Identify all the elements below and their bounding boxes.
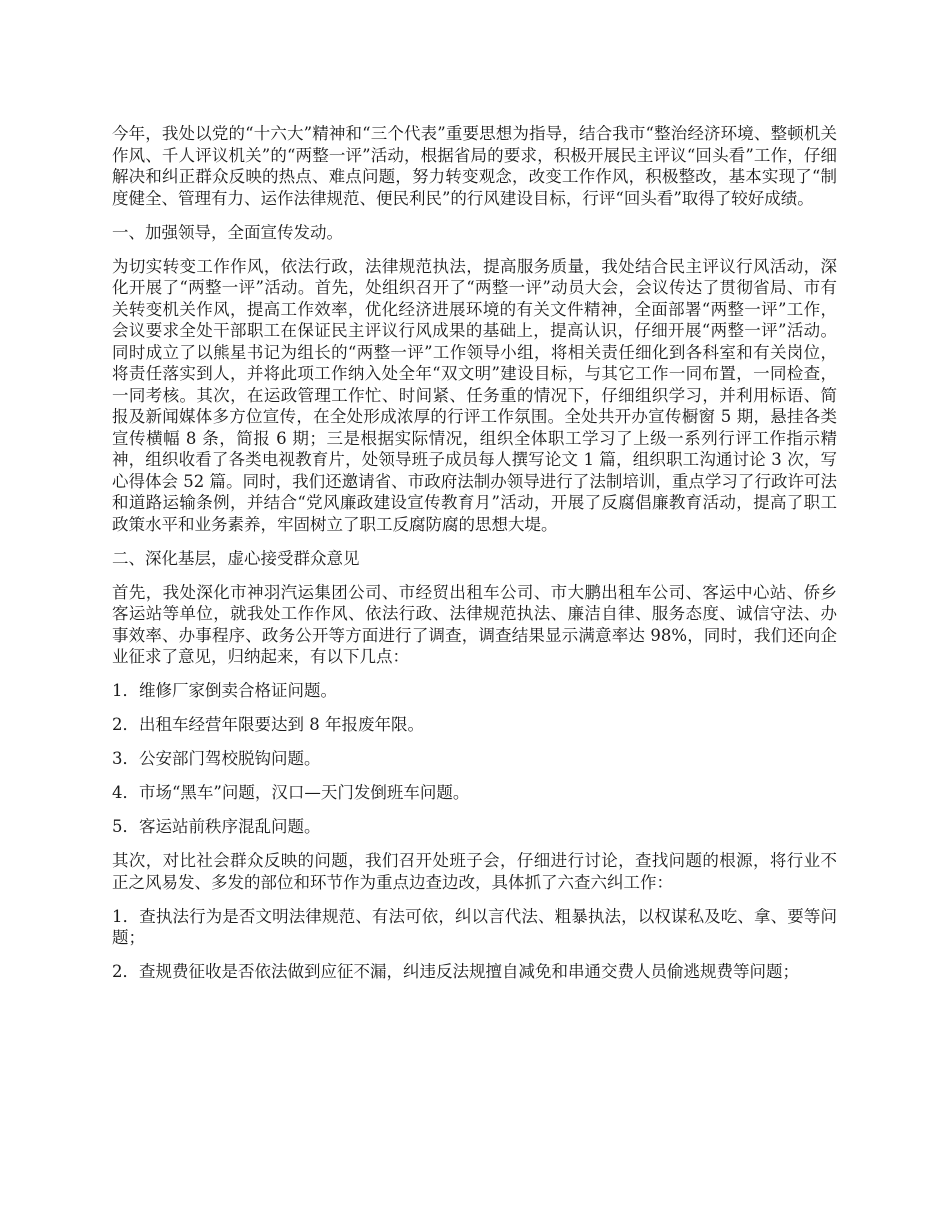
section-2-followup-paragraph: 其次，对比社会群众反映的问题，我们召开处班子会，仔细进行讨论，查找问题的根源，将行业不正之风易发、多发的部位和环节作为重点边查边改，具体抓了六查六纠工作： [112,851,837,892]
list-item: 4．市场“黑车”问题，汉口—天门发倒班车问题。 [112,783,470,802]
document-body [112,123,837,995]
section-1-paragraph: 为切实转变工作作风，依法行政，法律规范执法，提高服务质量，我处结合民主评议行风活动，深化开展了“两整一评”活动。首先，处组织召开了“两整一评”动员大会，会议传达了贯彻省局、市有关转变机关作风，提高工作效率，优化经济进展环境的有关文件精神，全面部署“两整一评”工作，会议要求全处干部职工在保证民主评议行风成果的基础上，提高认识，仔细开展“两整一评”活动。同时成立了以熊星书记为组长的“两整一评”工作领导小组，将相关责任细化到各科室和有关岗位，将责任落实到人，并将此项工作纳入处全年“双文明”建设目标，与其它工作一同布置，一同检查，一同考核。其次，在运政管理工作忙、时间紧、任务重的情况下，仔细组织学习，并利用标语、简报及新闻媒体多方位宣传，在全处形成浓厚的行评工作氛围。全处共开办宣传橱窗 5 期，悬挂各类宣传横幅 8 条，简报 6 期；三是根据实际情况，组织全体职工学习了上级一系列行评工作指示精神，组织收看了各类电视教育片，处领导班子成员每人撰写论文 1 篇，组织职工沟通讨论 3 次，写心得体会 52 篇。同时，我们还邀请省、市政府法制办领导进行了法制培训，重点学习了行政许可法和道路运输条例，并结合“党风廉政建设宣传教育月”活动，开展了反腐倡廉教育活动，提高了职工政策水平和业务素养，牢固树立了职工反腐防腐的思想大堤。 [112,256,837,534]
section-2-paragraph: 首先，我处深化市神羽汽运集团公司、市经贸出租车公司、市大鹏出租车公司、客运中心站、侨乡客运站等单位，就我处工作作风、依法行政、法律规范执法、廉洁自律、服务态度、诚信守法、办事效率、办事程序、政务公开等方面进行了调查，调查结果显示满意率达 98%，同时，我们还向企业征求了意见，归纳起来，有以下几点： [112,582,837,666]
list-item: 2．查规费征收是否依法做到应征不漏，纠违反法规擅自减免和串通交费人员偷逃规费等问题； [112,962,799,981]
list-item: 1．查执法行为是否文明法律规范、有法可依，纠以言代法、粗暴执法，以权谋私及吃、拿、要等问题； [112,906,837,947]
section-heading-2: 二、深化基层，虚心接受群众意见 [112,548,360,568]
section-heading-1: 一、加强领导，全面宣传发动。 [112,222,343,242]
list-item: 1．维修厂家倒卖合格证问题。 [112,681,337,700]
list-item: 2．出租车经营年限要达到 8 年报废年限。 [112,715,424,734]
intro-paragraph: 今年，我处以党的“十六大”精神和“三个代表”重要思想为指导，结合我市“整治经济环境、整顿机关作风、千人评议机关”的“两整一评”活动，根据省局的要求，积极开展民主评议“回头看”工作，仔细解决和纠正群众反映的热点、难点问题，努力转变观念，改变工作作风，积极整改，基本实现了“制度健全、管理有力、运作法律规范、便民利民”的行风建设目标，行评“回头看”取得了较好成绩。 [112,124,837,208]
list-item: 5．客运站前秩序混乱问题。 [112,817,321,836]
list-item: 3．公安部门驾校脱钩问题。 [112,749,321,768]
